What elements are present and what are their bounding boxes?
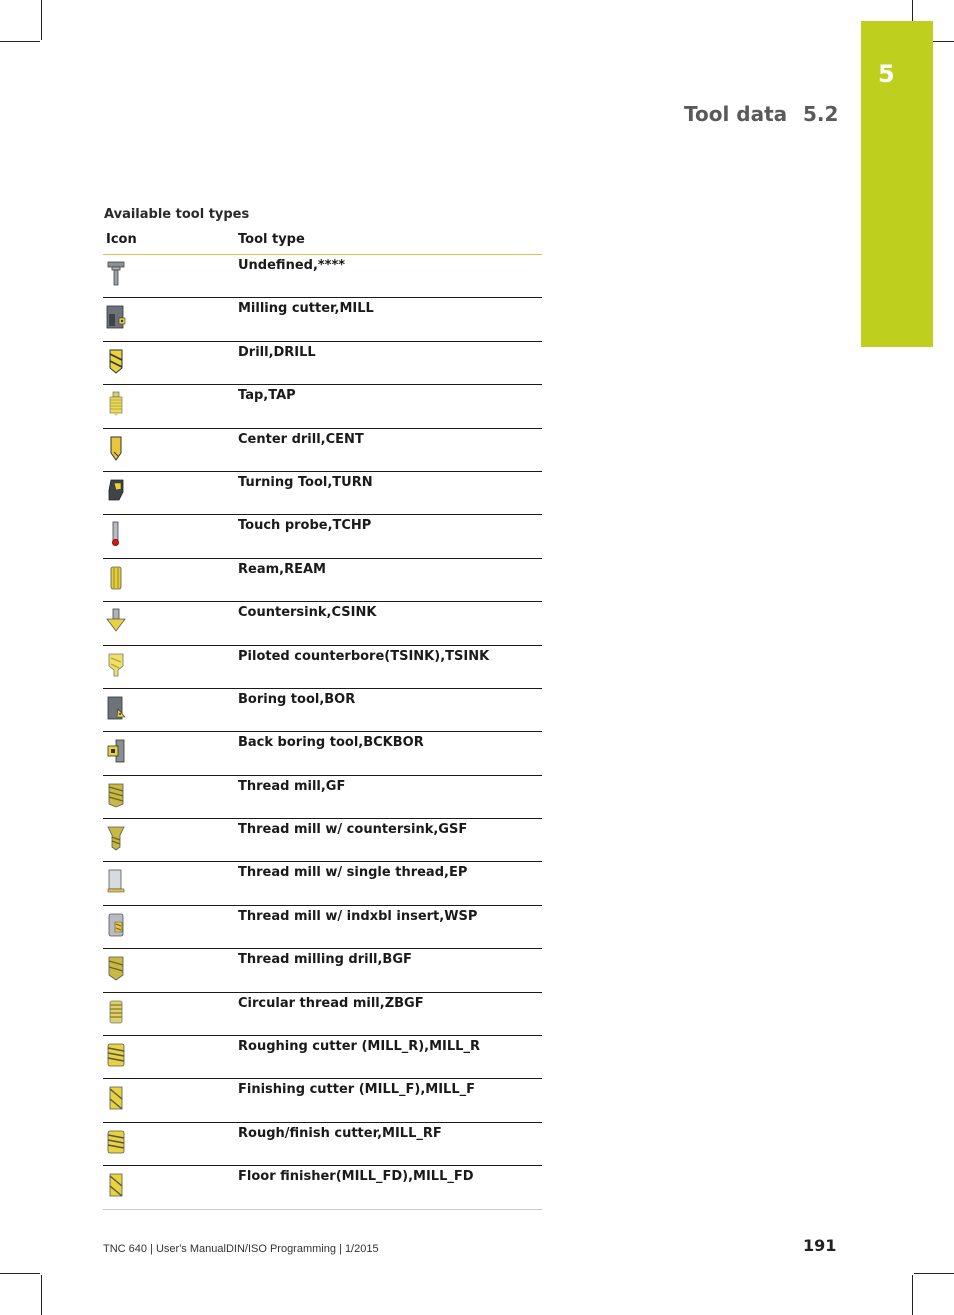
- table-row: [103, 819, 542, 862]
- tool-type-label: Thread milling drill,BGF: [238, 952, 412, 968]
- tool-type-label: Thread mill w/ single thread,EP: [238, 865, 468, 881]
- crop-mark: [0, 41, 40, 42]
- crop-mark: [41, 1275, 42, 1315]
- table-row: [103, 689, 542, 732]
- floor-finisher-icon: [105, 1172, 127, 1198]
- table-row: [103, 1166, 542, 1209]
- tool-type-label: Piloted counterbore(TSINK),TSINK: [238, 648, 490, 664]
- table-row: [103, 993, 542, 1036]
- chapter-tab: [861, 21, 933, 347]
- table-row: [103, 949, 542, 992]
- ream-icon: [105, 565, 127, 591]
- undefined-tool-icon: [105, 261, 127, 287]
- tool-type-label: Thread mill w/ countersink,GSF: [238, 822, 468, 838]
- tool-type-label: Touch probe,TCHP: [238, 518, 372, 534]
- tap-icon: [105, 391, 127, 417]
- tool-type-label: Milling cutter,MILL: [238, 301, 374, 317]
- thread-mill-single-icon: [105, 868, 127, 894]
- circular-thread-mill-icon: [105, 999, 127, 1025]
- table-row: [103, 602, 542, 645]
- tool-type-label: Tap,TAP: [238, 388, 296, 404]
- crop-mark: [912, 1275, 913, 1315]
- page-number: 191: [803, 1236, 837, 1255]
- back-boring-tool-icon: [105, 738, 127, 764]
- table-row: [103, 1123, 542, 1166]
- table-row: [103, 429, 542, 472]
- section-number: 5.2: [803, 102, 839, 126]
- tool-type-label: Back boring tool,BCKBOR: [238, 735, 424, 751]
- table-row: [103, 385, 542, 428]
- thread-mill-insert-icon: [105, 912, 127, 938]
- tool-types-table: [103, 230, 542, 1210]
- header-icon: Icon: [106, 232, 137, 247]
- table-row: [103, 732, 542, 775]
- tool-type-label: Rough/finish cutter,MILL_RF: [238, 1125, 442, 1141]
- touch-probe-icon: [105, 521, 127, 547]
- crop-mark: [0, 1273, 40, 1274]
- header-tool-type: Tool type: [238, 232, 305, 247]
- countersink-icon: [105, 608, 127, 634]
- turning-tool-icon: [105, 478, 127, 504]
- tool-type-label: Circular thread mill,ZBGF: [238, 995, 424, 1011]
- table-row: [103, 298, 542, 341]
- table-row: [103, 255, 542, 298]
- chapter-title: Tool data: [684, 102, 788, 126]
- tool-type-label: Finishing cutter (MILL_F),MILL_F: [238, 1082, 475, 1098]
- table-row: [103, 646, 542, 689]
- tool-type-label: Thread mill w/ indxbl insert,WSP: [238, 908, 478, 924]
- tool-type-label: Floor finisher(MILL_FD),MILL_FD: [238, 1169, 474, 1185]
- chapter-number: 5: [878, 60, 895, 88]
- table-row: [103, 559, 542, 602]
- thread-milling-drill-icon: [105, 955, 127, 981]
- tool-type-label: Ream,REAM: [238, 561, 326, 577]
- table-row: [103, 472, 542, 515]
- crop-mark: [41, 0, 42, 40]
- thread-mill-icon: [105, 782, 127, 808]
- table-caption: Available tool types: [104, 207, 250, 222]
- piloted-counterbore-icon: [105, 652, 127, 678]
- finishing-cutter-icon: [105, 1085, 127, 1111]
- roughing-cutter-icon: [105, 1042, 127, 1068]
- table-header: [103, 230, 542, 255]
- center-drill-icon: [105, 435, 127, 461]
- drill-icon: [105, 348, 127, 374]
- table-row: [103, 515, 542, 558]
- table-row: [103, 862, 542, 905]
- table-row: [103, 776, 542, 819]
- table-row: [103, 1079, 542, 1122]
- boring-tool-icon: [105, 695, 127, 721]
- tool-type-label: Drill,DRILL: [238, 344, 316, 360]
- tool-type-label: Turning Tool,TURN: [238, 474, 373, 490]
- tool-type-label: Boring tool,BOR: [238, 691, 356, 707]
- tool-type-label: Center drill,CENT: [238, 431, 364, 447]
- tool-type-label: Countersink,CSINK: [238, 605, 377, 621]
- crop-mark: [914, 1273, 954, 1274]
- table-row: [103, 906, 542, 949]
- milling-cutter-icon: [105, 304, 127, 330]
- tool-type-label: Roughing cutter (MILL_R),MILL_R: [238, 1039, 480, 1055]
- tool-type-label: Undefined,****: [238, 258, 346, 273]
- table-body: [103, 255, 542, 1210]
- table-row: [103, 1036, 542, 1079]
- table-row: [103, 342, 542, 385]
- rough-finish-cutter-icon: [105, 1129, 127, 1155]
- thread-mill-countersink-icon: [105, 825, 127, 851]
- page-footer: TNC 640 | User's ManualDIN/ISO Programming | 1/2015: [103, 1243, 379, 1255]
- tool-type-label: Thread mill,GF: [238, 778, 346, 794]
